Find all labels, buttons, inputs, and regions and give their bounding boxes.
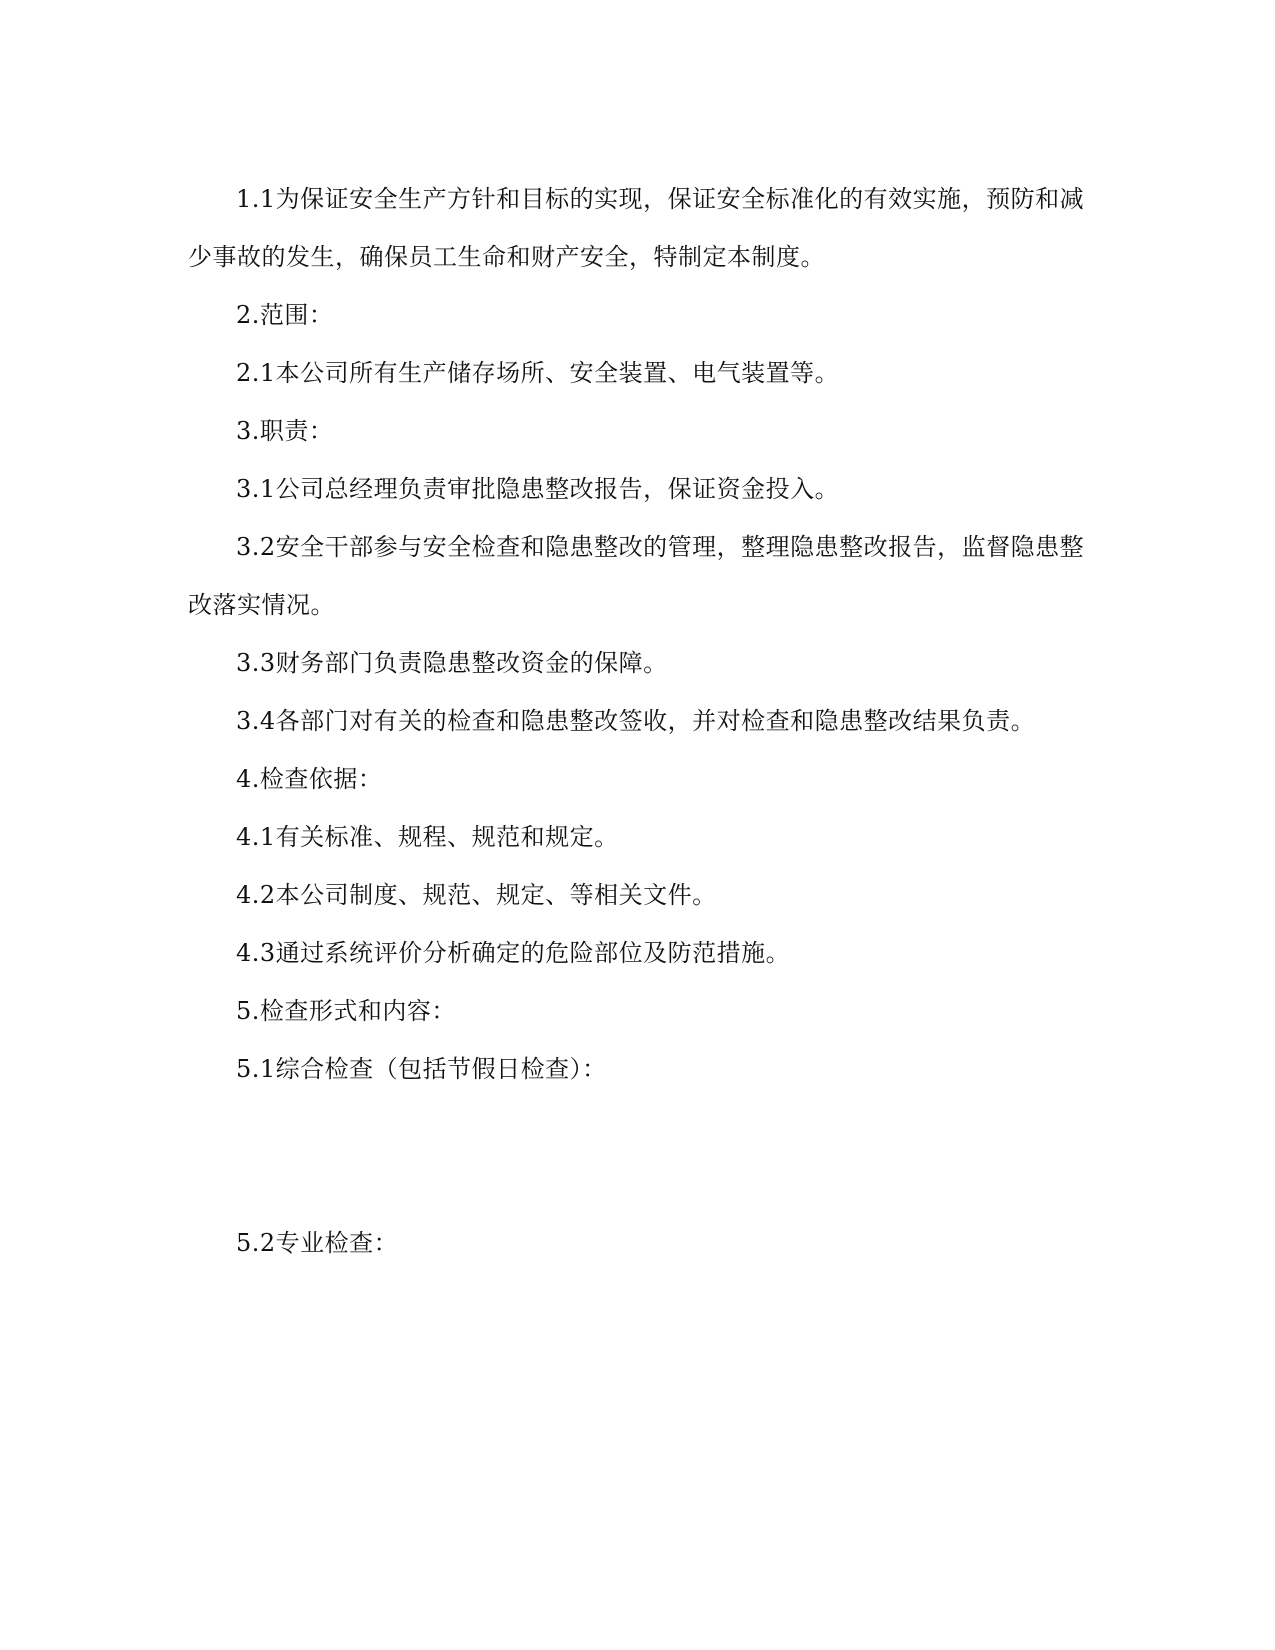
heading-scope: 2.范围： <box>236 301 334 329</box>
paragraph-3-3: 3.3财务部门负责隐患整改资金的保障。 <box>236 649 668 677</box>
paragraph-3-2: 3.2安全干部参与安全检查和隐患整改的管理，整理隐患整改报告，监督隐患整改落实情况。 <box>188 533 1085 619</box>
paragraph-4-3: 4.3通过系统评价分析确定的危险部位及防范措施。 <box>236 939 791 967</box>
heading-inspection-form: 5.检查形式和内容： <box>236 997 456 1025</box>
blank-space <box>188 1098 1088 1214</box>
heading-duties: 3.职责： <box>236 417 334 445</box>
heading-inspection-basis: 4.检查依据： <box>236 765 383 793</box>
paragraph-1-1: 1.1为保证安全生产方针和目标的实现，保证安全标准化的有效实施，预防和减少事故的发生，确保员工生命和财产安全，特制定本制度。 <box>188 185 1085 271</box>
document-body <box>188 170 1088 1272</box>
paragraph-4-1: 4.1有关标准、规程、规范和规定。 <box>236 823 619 851</box>
paragraph-2-1: 2.1本公司所有生产储存场所、安全装置、电气装置等。 <box>236 359 840 387</box>
paragraph-5-2: 5.2专业检查： <box>236 1229 399 1257</box>
paragraph-5-1: 5.1综合检查（包括节假日检查）： <box>236 1055 607 1083</box>
paragraph-4-2: 4.2本公司制度、规范、规定、等相关文件。 <box>236 881 717 909</box>
paragraph-3-1: 3.1公司总经理负责审批隐患整改报告，保证资金投入。 <box>236 475 840 503</box>
paragraph-3-4: 3.4各部门对有关的检查和隐患整改签收，并对检查和隐患整改结果负责。 <box>236 707 1036 735</box>
